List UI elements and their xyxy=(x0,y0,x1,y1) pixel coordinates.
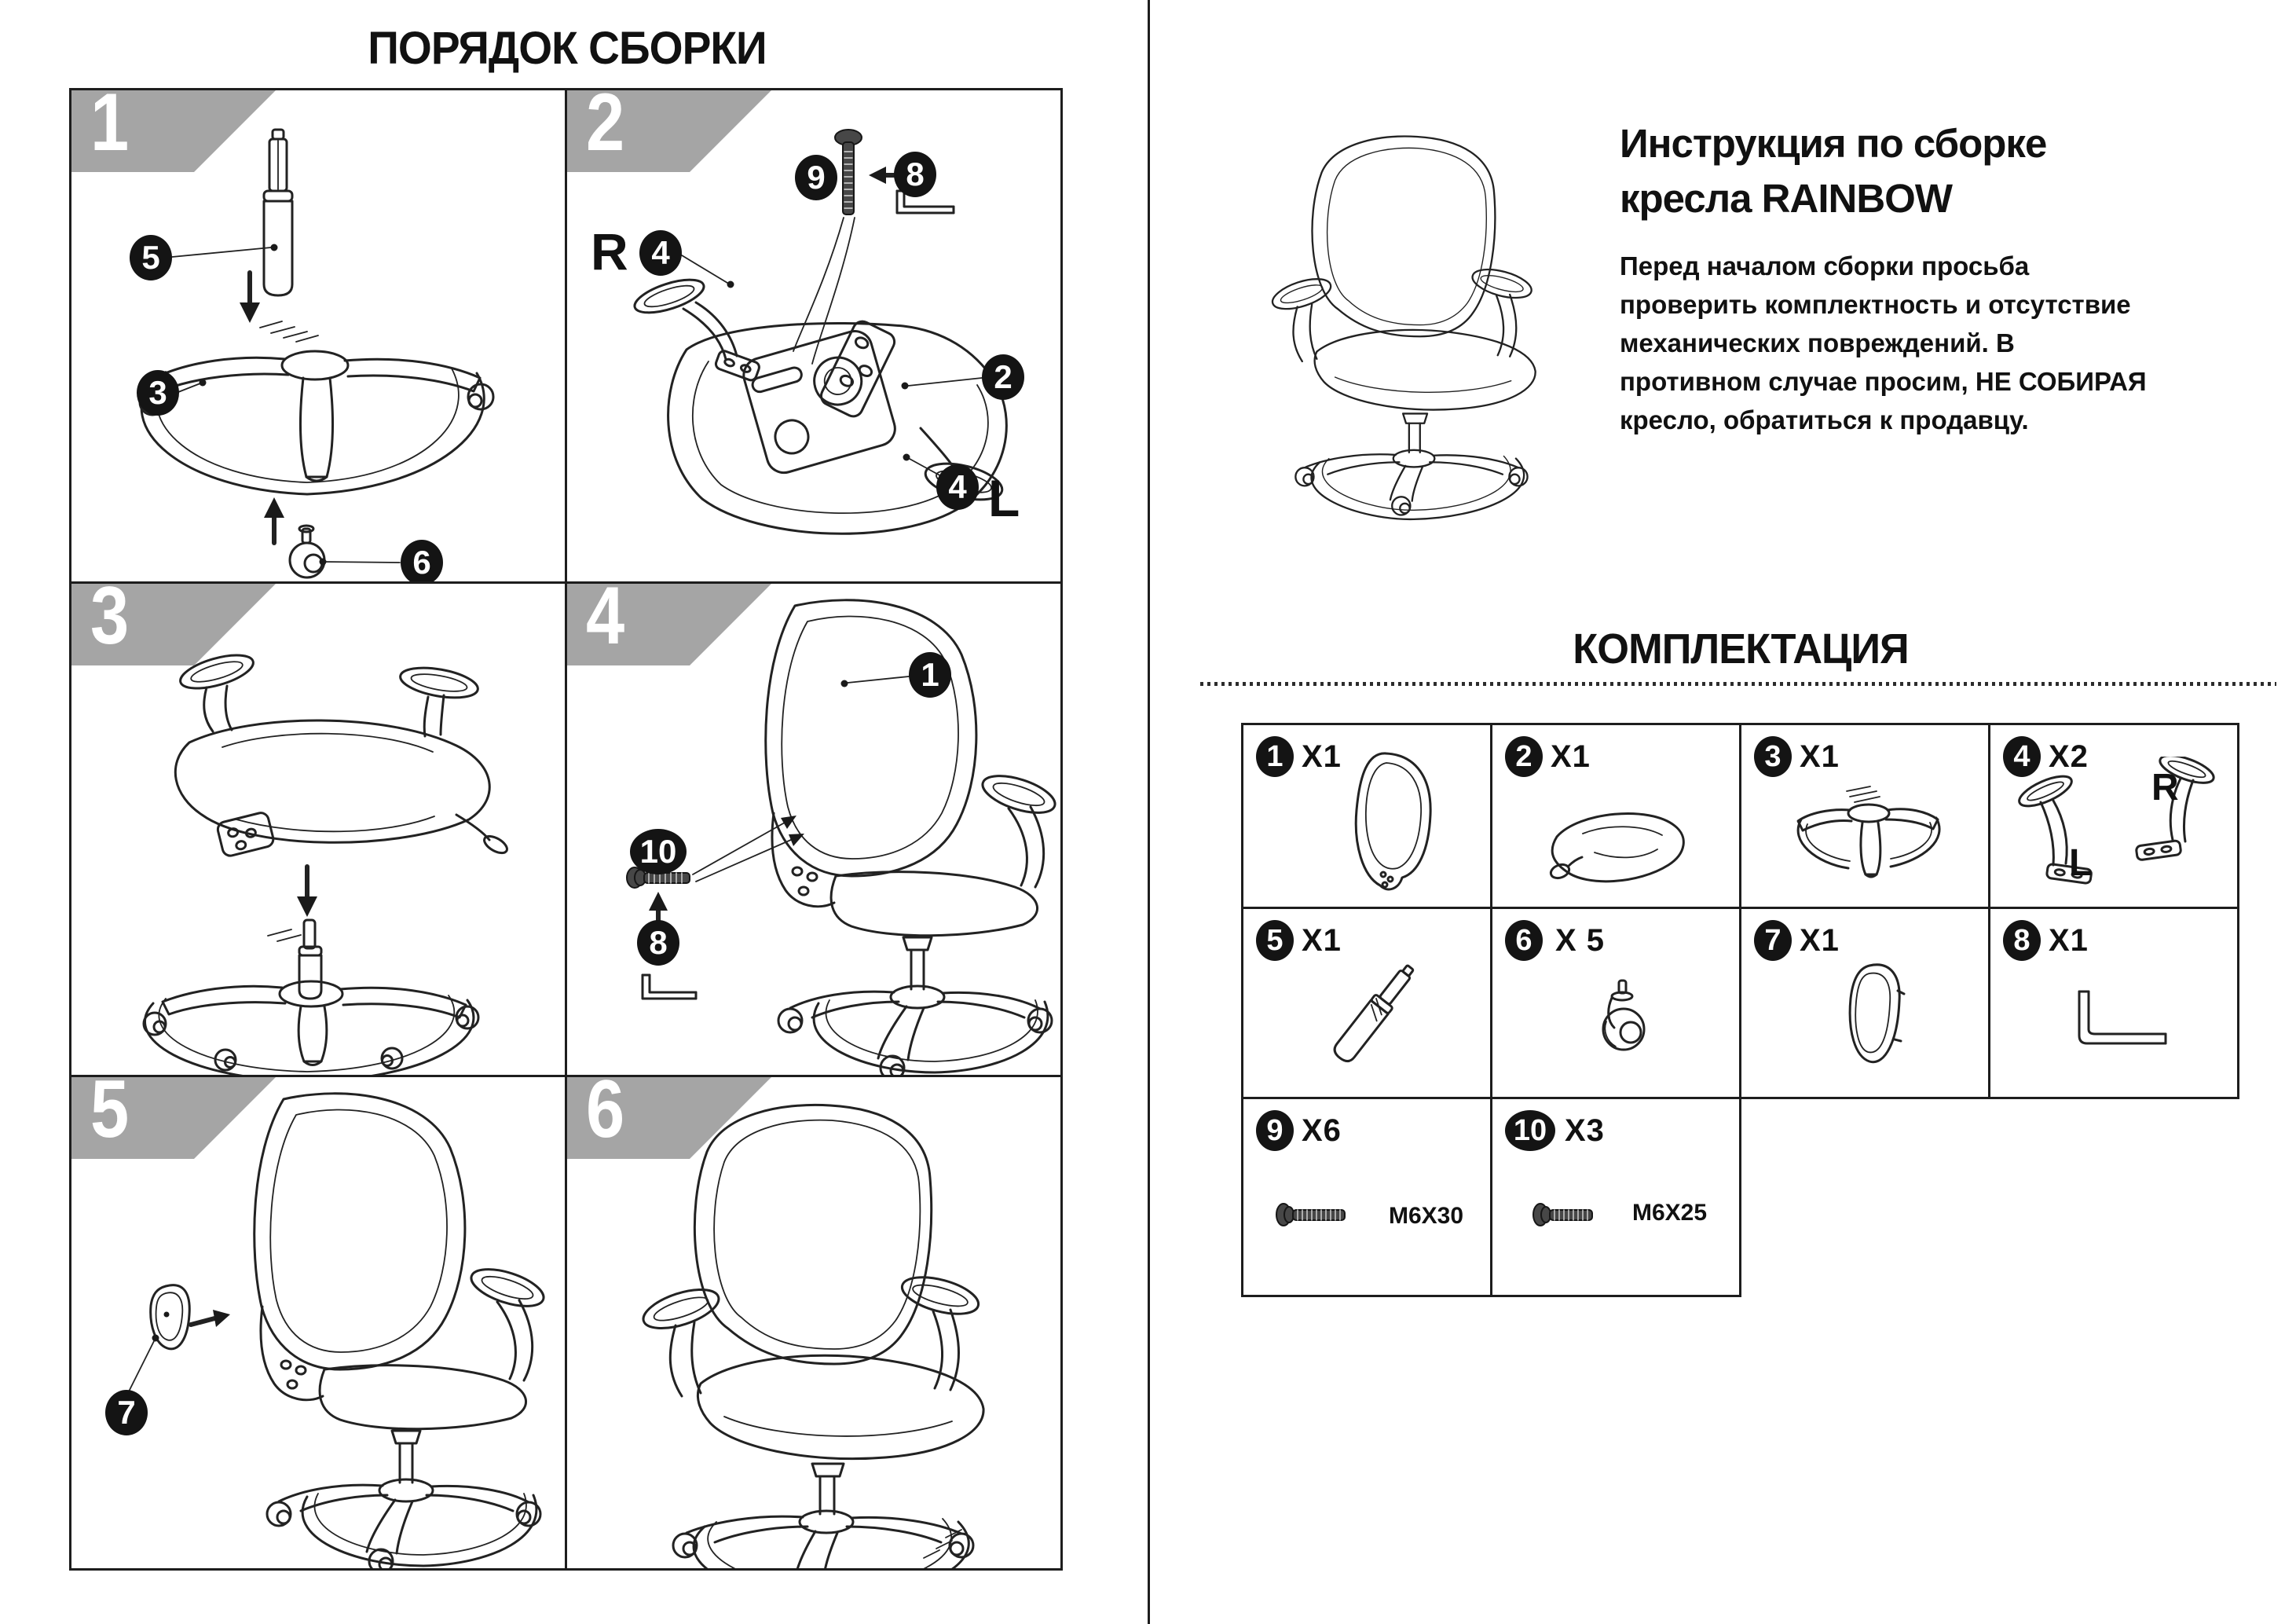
step-number: 5 xyxy=(90,1064,130,1155)
callout-seat: 2 xyxy=(982,354,1024,400)
part-cell-backrest xyxy=(1241,723,1492,909)
part-number-badge: 1 xyxy=(1256,736,1294,777)
part-qty: X3 xyxy=(1565,1113,1605,1148)
step-number: 3 xyxy=(90,570,130,662)
part-number-badge: 9 xyxy=(1256,1110,1294,1151)
callout-screw: 10 xyxy=(630,829,687,874)
page-divider xyxy=(1148,0,1150,1624)
screw-m6x30-icon xyxy=(1271,1193,1381,1237)
callout-cover: 7 xyxy=(105,1390,148,1435)
part-number-badge: 5 xyxy=(1256,920,1294,961)
part-number-badge: 10 xyxy=(1505,1110,1555,1151)
part-number-badge: 2 xyxy=(1505,736,1543,777)
armrest-letter-right: R xyxy=(2151,767,2179,808)
part-qty: X1 xyxy=(1302,739,1342,774)
part-cell-gas-lift xyxy=(1241,907,1492,1099)
callout-armrest-left: 4 xyxy=(936,464,979,510)
part-qty: X1 xyxy=(1800,739,1840,774)
callout-hex-key: 8 xyxy=(894,152,936,197)
seat-part-icon xyxy=(1540,779,1697,896)
callout-gas-lift: 5 xyxy=(130,235,172,280)
part-number-badge: 7 xyxy=(1754,920,1792,961)
backrest-part-icon xyxy=(1314,747,1471,904)
heading-line-1: Инструкция по сборке xyxy=(1620,121,2047,166)
gas-lift-part-icon xyxy=(1298,952,1440,1094)
armrest-letter-left: L xyxy=(2069,842,2093,884)
part-cell-screw-m6x30 xyxy=(1241,1097,1492,1297)
cover-part-icon xyxy=(1824,958,1918,1091)
dotted-rule xyxy=(1200,682,2276,686)
right-armrest-letter: R xyxy=(591,222,628,280)
screw-m6x25-icon xyxy=(1528,1193,1626,1237)
assembly-step-panel-2 xyxy=(565,77,1063,584)
chair-overview-illustration xyxy=(1214,63,1598,550)
base-part-icon xyxy=(1789,772,1946,898)
part-qty: X2 xyxy=(2049,739,2089,774)
assembly-step-panel-3 xyxy=(69,570,567,1077)
part-number-badge: 8 xyxy=(2003,920,2041,961)
callout-screw: 9 xyxy=(795,155,837,200)
callout-base: 3 xyxy=(137,370,179,416)
assembly-step-panel-5 xyxy=(69,1064,567,1571)
hex-key-part-icon xyxy=(2057,984,2183,1070)
screw-size-label: M6X25 xyxy=(1632,1200,1708,1226)
intro-line: механических повреждений. В xyxy=(1620,328,2015,357)
part-qty: X1 xyxy=(1302,923,1342,958)
part-qty: X1 xyxy=(2049,923,2089,958)
instruction-heading xyxy=(1620,116,2046,226)
part-number-badge: 3 xyxy=(1754,736,1792,777)
assembly-step-panel-1 xyxy=(69,77,567,584)
page-title: ПОРЯДОК СБОРКИ xyxy=(368,23,767,74)
callout-backrest: 1 xyxy=(909,652,951,698)
part-qty: X1 xyxy=(1551,739,1591,774)
part-cell-cover xyxy=(1739,907,1990,1099)
part-qty: X 5 xyxy=(1555,923,1606,958)
heading-line-2: кресла RAINBOW xyxy=(1620,176,1952,221)
left-armrest-letter: L xyxy=(988,469,1020,527)
callout-caster: 6 xyxy=(401,540,443,585)
part-number-badge: 6 xyxy=(1505,920,1543,961)
intro-line: кресло, обратиться к продавцу. xyxy=(1620,405,2029,434)
screw-size-label: M6X30 xyxy=(1389,1203,1464,1229)
part-cell-seat xyxy=(1490,723,1741,909)
part-number-badge: 4 xyxy=(2003,736,2041,777)
intro-paragraph xyxy=(1620,247,2147,439)
part-qty: X6 xyxy=(1302,1113,1342,1148)
intro-line: противном случае просим, НЕ СОБИРАЯ xyxy=(1620,367,2147,396)
armrest-pair-icon xyxy=(1998,757,2234,906)
assembly-step-panel-6 xyxy=(565,1064,1063,1571)
step-number: 1 xyxy=(90,77,130,168)
step-number: 4 xyxy=(586,570,625,662)
intro-line: Перед началом сборки просьба xyxy=(1620,251,2030,280)
intro-line: проверить комплектность и отсутствие xyxy=(1620,290,2131,319)
step-number: 6 xyxy=(586,1064,625,1155)
part-cell-screw-m6x25 xyxy=(1490,1097,1741,1297)
assembly-step-panel-4 xyxy=(565,570,1063,1077)
part-cell-armrests xyxy=(1988,723,2239,909)
callout-armrest-right: 4 xyxy=(639,230,682,276)
part-cell-base xyxy=(1739,723,1990,909)
caster-part-icon xyxy=(1575,976,1669,1070)
step-number: 2 xyxy=(586,77,625,168)
part-cell-hex-key xyxy=(1988,907,2239,1099)
callout-hex-key: 8 xyxy=(637,920,679,966)
part-qty: X1 xyxy=(1800,923,1840,958)
part-cell-caster xyxy=(1490,907,1741,1099)
parts-section-title: КОМПЛЕКТАЦИЯ xyxy=(1573,625,1909,673)
